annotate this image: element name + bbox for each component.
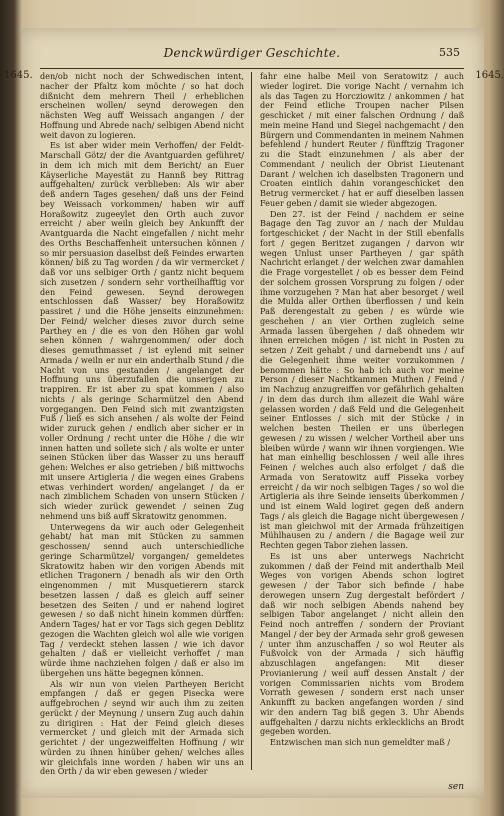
paragraph: den/ob nicht noch der Schwedischen intent, nacher der Pfaltz kom möchte / so hat doch dißnicht dem mehrern Theil / erheblichen erscheinen wollen/ seynd derowegen den nächsten Weg auff Weissach angangen / der Hoffnung und Abrede nach/ selbigen Abend nicht weit davon zu logieren. — [40, 71, 244, 140]
paragraph: Es ist uns aber unterwegs Nachricht zukommen / daß der Feind mit anderthalb Meil Weges von vorigen Abends schon logiret gewesen / der Tabor sich befinde / habe derowegen unsern Zug dergestalt befördert / daß wir noch selbigen Abends nahend bey selbigen Tabor angelanget / nicht allein den Feind noch antreffen / sondern der Proviant Mangel / der bey der Armada sehr groß gewesen / unter ihm anzuschaffen / so wol Reuter als Fußvolck von der Armada / sich häuffig abzuschlagen angefangen: Mit dieser Provianierung / weil auff dessen Anstalt / der vorigen Commissarien nichts vom Brodem Vorrath gewesen / sondern erst nach unser Ankunfft zu backen angefangen worden / sind wir den andern Tag biß gegen 3. Uhr Abends auffgehalten / darzu nichts erklecklichs an Brodt gegeben worden. — [260, 550, 464, 737]
margin-year-left: 1645. — [4, 70, 33, 81]
paragraph: Als wir nun von vielen Partheyen Bericht empfangen / daß er gegen Pisecka were auffgebrochen / seynd wir auch ihm zu zeiten gerückt / der Meynung / unsern Zug auch dahin zu dirigiren : Hat der Feind gleich dieses vermercket / und gleich mit der Armada sich gerichtet / der ungezweiffelten Hoffnung / wir würden zu ihnen hinüber gehen/ welches alles wir gleichfals inne worden / haben wir uns an den Orth / da wir eben gewesen / wieder — [40, 678, 244, 777]
running-title: Denckwürdiger Geschichte. — [163, 46, 341, 60]
page-header — [40, 44, 464, 69]
text-columns — [40, 71, 464, 777]
catchword: sen — [448, 782, 464, 792]
paragraph: fahr eine halbe Meil von Seratowitz / auch wieder logiret. Die vorige Nacht / vernahm ich als das Tagen zu Horcziowitz / ankommen / hat der Feind etliche Troupen nacher Pilsen geschicket / mit einer falschen Ordnung / daß mein meine Hand und Siegel nachgemacht / den Bürgern und Commendanten in meinem Nahmen befehlend / hundert Reuter / fünfftzig Tragoner zu die Stadt einzunehmen / als aber der Commendant / neulich der Obrist Lieutenant Darant / welchen ich daselbsten Tragonern und Croaten eintlich dahin vorangeschicket den Betrug vermercket / hat er auff dieselben lassen Feuer geben / damit sie wieder abgezogen. — [260, 71, 464, 208]
book-page — [4, 28, 504, 798]
page-number: 535 — [439, 46, 460, 59]
paragraph: Unterwegens da wir auch oder Gelegenheit gehabt/ hat man mit Stücken zu sammen geschossen/ sennd auch unterschiedliche geringe Scharmützel/ vorgangen/ gemeldetes Skratowitz haben wir den vorigen Abends mit etlichen Tragonern / benadh als wir den Orth eingenommen / mit Musquetierern starck besetzen lassen / daß es gleich auff seiner besetzen des Seiten / und er nahend logiret gewesen / so daß nicht hinein kommen dürffen: Andern Tages/ hat er vor Tags sich gegen Deblitz gezogen die Wachten gleich wol alle wie vorigen Tag / verdeckt stehen lassen / wie ich davor gehalten / daß er vielleicht verhoffet / man würde ihme nachziehen folgen / daß er also im übergehen uns hätte begegnen können. — [40, 521, 244, 678]
left-column — [40, 71, 244, 777]
paragraph: Es ist aber wider mein Verhoffen/ der Feldt-Marschall Götz/ der die Avantguarden geführet/ in dem ich mich mit dem Bericht/ an Euer Käyserliche Mayestät zu Hannß bey Rittrag auffgehalten/ zurück verblieben: Als wir aber deß andern Tages gesehen/ daß uns der Feind bey Weissach vorkommen/ haben wir auff Horaßowitz zugeeylet den Orth auch zuvor erreicht / aber weiln gleich bey Ankunfft der Avantguarda die Nacht eingefallen / nicht mehr des Orths Beschaffenheit untersuchen können / so mir persuasion daselbst deß Feindes erwarten können/ biß zu Tag worden / da wir vermercket / daß vor uns selbiger Orth / gantz nicht bequem sich zusetzen / sondern sehr vortheilhafftig vor den Feind gewesen. Seynd derowegen entschlossen daß Wasser/ bey Horaßowitz passiret / und die Höhe jenseits einzunehmen: Der Feind/ welcher dieses zuvor durch seine Parthey en / die es von den Höhen gar wohl sehen können / wahrgenommen/ oder doch dieses gemuthmasset / ist eylend mit seiner Armada / weiln er nur ein anderthalb Stund / die Nacht von uns gestanden / angelanget der Hoffnung uns überzufallen die unserigen zu trappiren. Er ist aber zu spat kommen / also nichts / als geringe Scharmützel den Abend vorgegangen. Den Feind sich mit zwantzigsten Fuß / ließ es sich ansehen / als wolte der Feind wider zuruck gehen / endlich aber sicher er in voller Ordnung / recht unter die Höhe / die wir innen hatten und sollete sich / als wolte er unter seinen Stücken über das Wasser zu uns herauff gehen: Welches er also getrieben / biß mittwochs mit unsere Artigleria / die wegen eines Grabens etwas verhindert worden/ angelanget / da er nach zimblichem Schaden von unsern Stücken / sich wieder zurück gewendet / seinen Zug nehmend uns biß auff Skratowitz genommen. — [40, 140, 244, 521]
column-divider — [251, 72, 252, 770]
paragraph: Den 27. ist der Feind / nachdem er seine Bagage den Tag zuvor an / nach der Muldau fortgeschicket / der Nacht in der Still ebenfalls fort / gegen Beritzet zugangen / darvon wir wegen Unlust unser Partheyen / gar späth Nachricht erlanget / der welchen zwar damahlen die Frage vorgestellet / ob es besser dem Feind der solchem grossen Vorsprung zu folgen / oder ihme vorzugehen ? Man hat aber besorget / weil die Mulda aller Orthen überflossen / und kein Paß derengestalt zu geben / es würde wie geschehen / an vier Orthen zugleich seine Armada lassen übergehen / daß ohnedem wir ihnen erreichen mögen / ist nicht in Posten zu setzen / Zeit gehabt / und darnebendt uns / auf die Gelegenheit ihme weiter vorzukommen / benommen hätte : So hab ich auch vor meine Person / dieser Nachtkammen Muthen / Feind / im Nachzug anzugreiffen vor gefährlich gehalten / in dem das durch ihm allezeit die Wahl wäre gelassen worden / daß Feld und die Gelegenheit seiner Entlosses / sich mit der Stücke / in welchen besten Theilen er uns überlegen gewesen / zu wissen / welcher Vortheil aber uns bleiben würde / wann wir ihnen vorgiengen. Wie hat man einhellig beschlossen / weil alle ihres Feinen / welches auch also erfolget / daß die Armada von Seratowitz auff Pisseka vorbey erreicht / da wir noch selbigen Tages / so wol die Artigleria als ihre Seinde ienseits überkommen / und ist einem Wald logiret gegen deß andern Tags / als gleich die Bagage nicht übergewesen / ist man gleichwol mit der Armada frühzeitigen Mühlhausen zu / andern / die Bagage weil zur Rechten gegen Tabor ziehen lassen. — [260, 208, 464, 550]
paragraph: Entzwischen man sich nun gemeldter maß / — [270, 737, 451, 747]
margin-year-right: 1645. — [475, 70, 504, 81]
right-column — [260, 72, 464, 770]
